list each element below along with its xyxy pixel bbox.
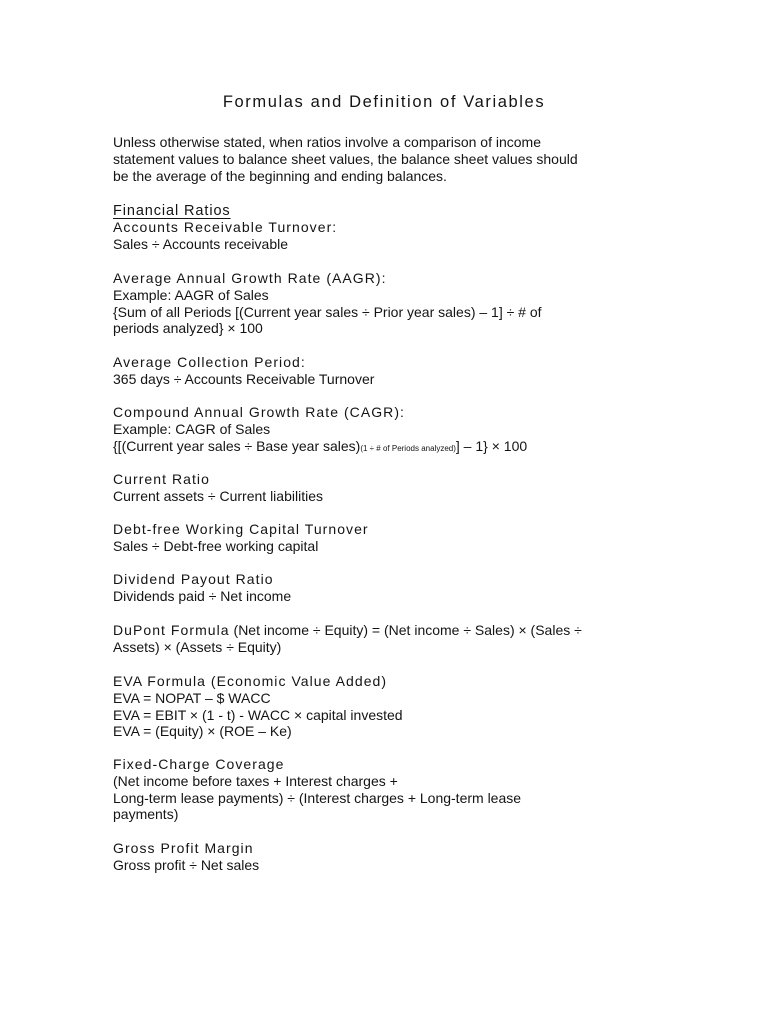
ratio-dividend-payout xyxy=(113,571,673,605)
cagr-formula-base: {[(Current year sales ÷ Base year sales) xyxy=(113,437,361,454)
ratio-formula-line: Sales ÷ Accounts receivable xyxy=(113,235,288,252)
ratio-average-collection-period xyxy=(113,354,673,388)
ratio-formula-line: Long-term lease payments) ÷ (Interest charges + Long-term lease xyxy=(113,789,522,806)
ratio-name: Gross Profit Margin xyxy=(113,840,254,856)
ratio-debt-free-working-capital-turnover xyxy=(113,521,673,555)
cagr-formula-exponent: (1 ÷ # of Periods analyzed) xyxy=(360,443,456,453)
ratio-formula-line: EVA = (Equity) × (ROE – Ke) xyxy=(113,723,292,740)
ratio-accounts-receivable-turnover xyxy=(113,219,673,253)
ratio-name: DuPont Formula xyxy=(113,622,230,638)
ratio-name: EVA Formula (Economic Value Added) xyxy=(113,673,388,689)
ratio-formula-line: 365 days ÷ Accounts Receivable Turnover xyxy=(113,370,375,387)
ratio-name: Debt-free Working Capital Turnover xyxy=(113,521,369,537)
ratio-formula-line: {Sum of all Periods [(Current year sales ÷ Prior year sales) – 1] ÷ # of xyxy=(113,303,542,320)
ratio-dupont-formula xyxy=(113,622,673,656)
ratio-formula-line: EVA = NOPAT – $ WACC xyxy=(113,689,271,706)
intro-line: statement values to balance sheet values, the balance sheet values should xyxy=(113,150,578,167)
ratio-name: Accounts Receivable Turnover: xyxy=(113,219,338,235)
ratio-formula-line: Example: AAGR of Sales xyxy=(113,286,269,303)
ratio-fixed-charge-coverage xyxy=(113,756,673,823)
cagr-formula-tail: ] – 1} × 100 xyxy=(455,437,528,454)
ratio-formula-line: Example: CAGR of Sales xyxy=(113,420,271,437)
intro-line: Unless otherwise stated, when ratios involve a comparison of income xyxy=(113,134,541,150)
ratio-aagr xyxy=(113,270,673,337)
ratio-formula-line: payments) xyxy=(113,806,179,823)
ratio-gross-profit-margin xyxy=(113,840,673,874)
ratio-formula-line: periods analyzed} × 100 xyxy=(113,320,263,337)
intro-paragraph xyxy=(113,134,673,184)
ratio-formula-line: (Net income ÷ Equity) = (Net income ÷ Sales) × (Sales ÷ xyxy=(229,622,582,638)
page-title: Formulas and Definition of Variables xyxy=(222,93,546,111)
ratio-formula-line: Current assets ÷ Current liabilities xyxy=(113,487,323,504)
ratio-name: Dividend Payout Ratio xyxy=(113,571,274,587)
ratio-formula-line: Sales ÷ Debt-free working capital xyxy=(113,537,319,554)
section-heading-financial-ratios: Financial Ratios xyxy=(113,203,231,219)
ratio-cagr xyxy=(113,404,673,457)
ratio-eva-formula xyxy=(113,673,673,740)
ratio-formula-line: Assets) × (Assets ÷ Equity) xyxy=(113,638,282,655)
dupont-first-line xyxy=(113,622,673,639)
ratio-formula-line: Gross profit ÷ Net sales xyxy=(113,856,260,873)
ratio-current-ratio xyxy=(113,471,673,505)
ratio-formula-line: Dividends paid ÷ Net income xyxy=(113,587,292,604)
cagr-formula xyxy=(113,438,673,458)
intro-line: be the average of the beginning and ending balances. xyxy=(113,167,447,184)
ratio-name: Fixed-Charge Coverage xyxy=(113,756,285,772)
ratio-name: Current Ratio xyxy=(113,471,210,487)
ratio-formula-line: (Net income before taxes + Interest charges + xyxy=(113,772,398,789)
ratio-formula-line: EVA = EBIT × (1 - t) - WACC × capital invested xyxy=(113,706,403,723)
ratio-name: Average Collection Period: xyxy=(113,354,306,370)
ratio-name: Compound Annual Growth Rate (CAGR): xyxy=(113,404,405,420)
ratio-name: Average Annual Growth Rate (AAGR): xyxy=(113,270,387,286)
